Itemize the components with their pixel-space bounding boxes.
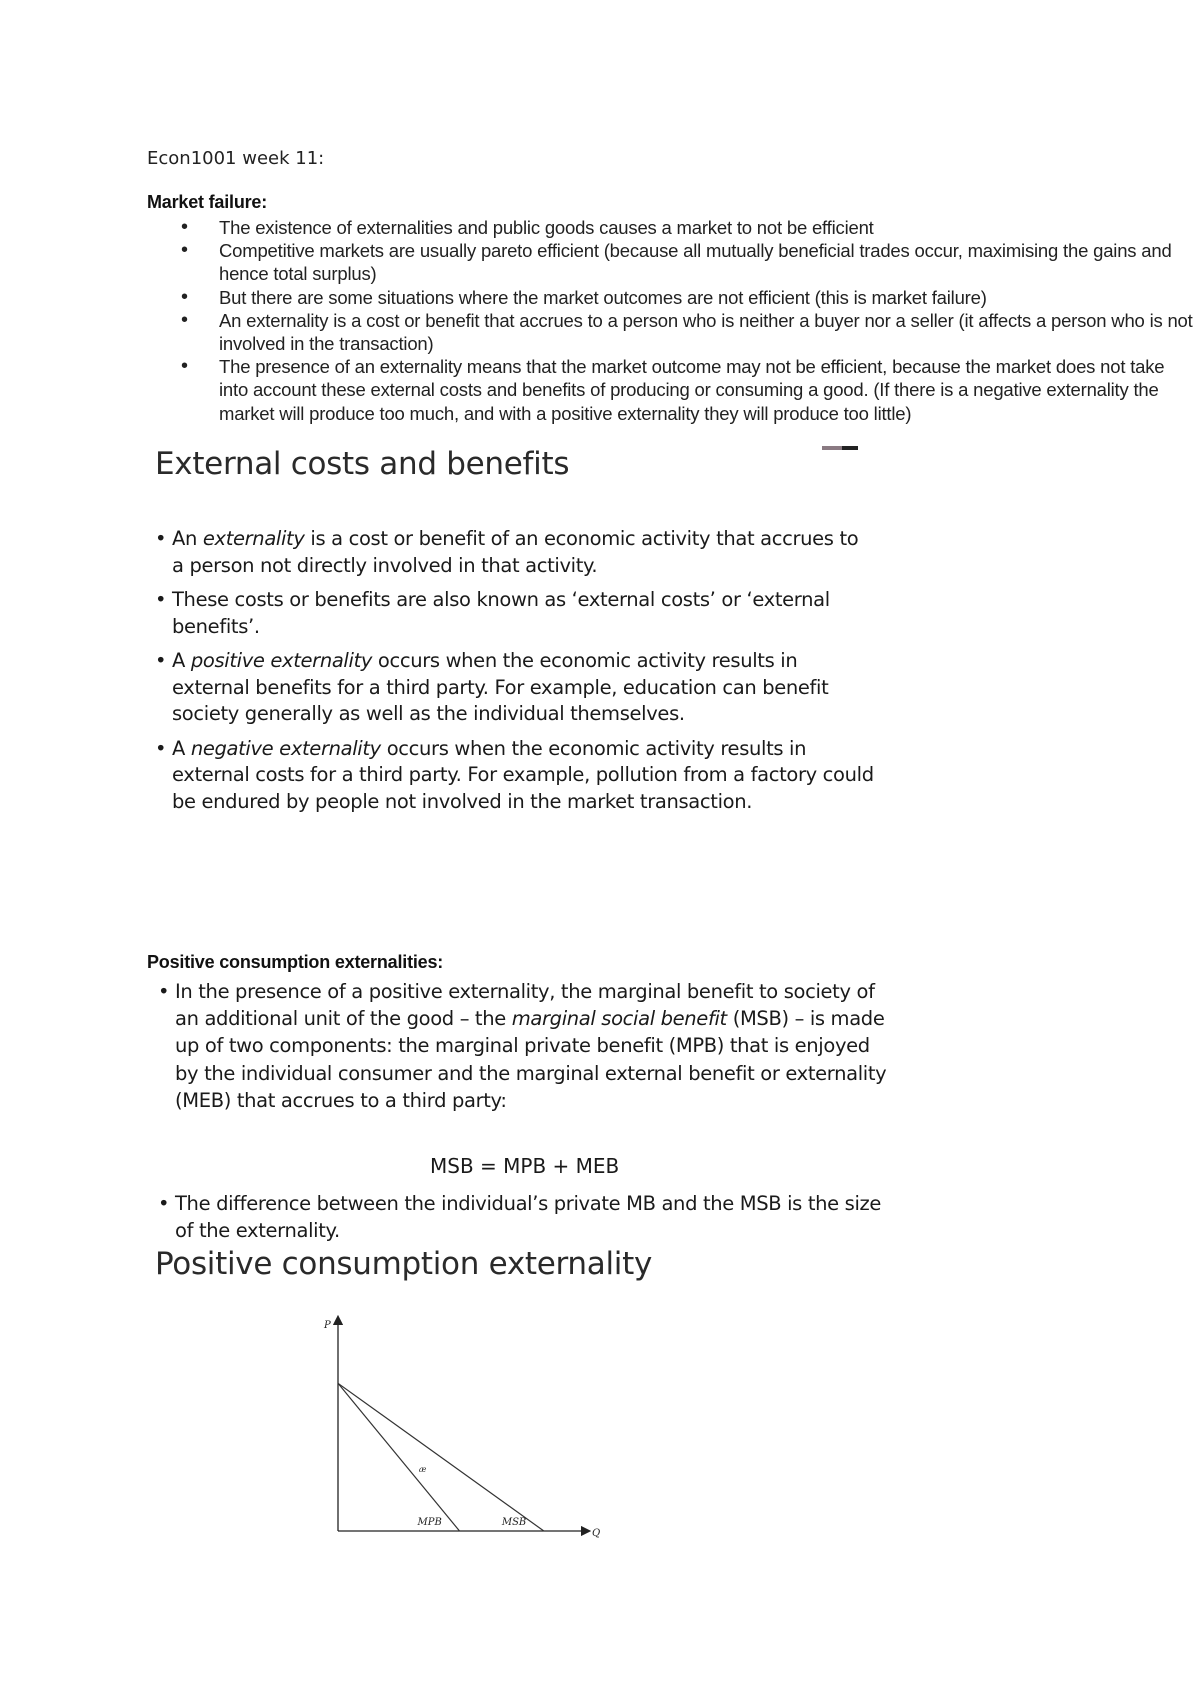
- list-item: • The existence of externalities and public goods causes a market to not be efficient: [147, 216, 1197, 239]
- text-run: A: [172, 649, 191, 672]
- positive-consumption-list: [158, 978, 898, 1114]
- list-item: • Competitive markets are usually pareto efficient (because all mutually beneficial trades occur, maximising the gains and hence total surplus): [147, 239, 1197, 285]
- x-axis-label: Q: [592, 1528, 601, 1539]
- list-item: [155, 526, 875, 579]
- text-run: A: [172, 736, 191, 760]
- list-item: [155, 736, 875, 816]
- term-externality: externality: [202, 527, 305, 550]
- series-label-msb: MSB: [501, 1517, 527, 1528]
- term-positive-externality: positive externality: [190, 649, 373, 672]
- externality-chart: [310, 1310, 610, 1550]
- list-item: • An externality is a cost or benefit that accrues to a person who is neither a buyer nor a seller (it affects a person who is not involved in the transaction): [147, 309, 1197, 355]
- list-item: [155, 648, 875, 728]
- text-run: An: [172, 527, 203, 550]
- slide-corner-mark: [822, 446, 858, 450]
- text-run: occurs when the economic activity results in external costs for a third party. For example, pollution from a factory could be endured by people not involved in the market transaction.: [172, 736, 874, 813]
- y-axis-label: P: [324, 1320, 331, 1331]
- text-run: In the presence of a positive externality, the marginal benefit to society of an additional unit of the good – the: [175, 980, 875, 1031]
- external-costs-list: [155, 526, 875, 823]
- term-marginal-social-benefit: marginal social benefit: [511, 1007, 727, 1031]
- slide-title-external-costs: External costs and benefits: [155, 446, 570, 482]
- chart-annotation: æ: [418, 1464, 427, 1474]
- externality-size-list: [158, 1190, 898, 1244]
- document-title: Econ1001 week 11:: [147, 148, 325, 169]
- text-run: is a cost or benefit of an economic activity that accrues to a person not directly involved in that activity.: [172, 527, 859, 577]
- series-label-mpb: MPB: [417, 1517, 442, 1528]
- slide-title-positive-consumption: Positive consumption externality: [155, 1246, 652, 1282]
- list-item: • The presence of an externality means that the market outcome may not be efficient, because the market does not take into account these external costs and benefits of producing or consuming a good. (If there is a negative externality the market will produce too much, and with a positive externality they will produce too little): [147, 355, 1197, 425]
- market-failure-list: [147, 216, 1197, 425]
- list-item: • But there are some situations where the market outcomes are not efficient (this is market failure): [147, 286, 1197, 309]
- msb-equation: MSB = MPB + MEB: [430, 1154, 620, 1178]
- list-item: • These costs or benefits are also known as ‘external costs’ or ‘external benefits’.: [155, 587, 875, 640]
- positive-consumption-heading: Positive consumption externalities:: [147, 952, 444, 972]
- list-item: • The difference between the individual’s private MB and the MSB is the size of the externality.: [158, 1190, 898, 1244]
- term-negative-externality: negative externality: [190, 736, 381, 760]
- list-item: [158, 978, 898, 1114]
- text-run: occurs when the economic activity results in external benefits for a third party. For example, education can benefit society generally as well as the individual themselves.: [172, 649, 829, 725]
- market-failure-heading: Market failure:: [147, 192, 268, 212]
- text-run: (MSB) – is made up of two components: the marginal private benefit (MPB) that is enjoyed by the individual consumer and the marginal external benefit or externality (MEB) that accrues to a third party:: [175, 1007, 887, 1112]
